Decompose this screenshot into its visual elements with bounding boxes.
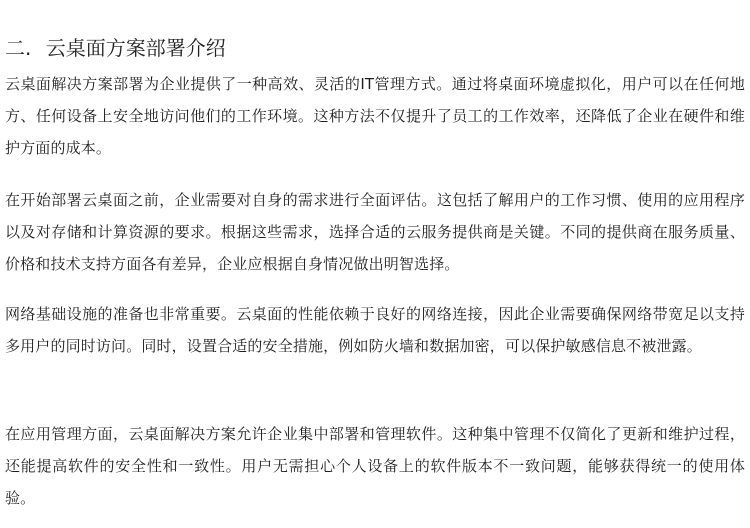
paragraph-intro: 云桌面解决方案部署为企业提供了一种高效、灵活的IT管理方式。通过将桌面环境虚拟化，用户可以在任何地方、任何设备上安全地访问他们的工作环境。这种方法不仅提升了员工的工作效率，还降低了企业在硬件和维护方面的成本。	[5, 75, 745, 157]
paragraph-app-management: 在应用管理方面，云桌面解决方案允许企业集中部署和管理软件。这种集中管理不仅简化了更新和维护过程，还能提高软件的安全性和一致性。用户无需担心个人设备上的软件版本不一致问题，能够获得统一的使用体验。	[5, 425, 745, 507]
paragraph-assessment: 在开始部署云桌面之前，企业需要对自身的需求进行全面评估。这包括了解用户的工作习惯、使用的应用程序以及对存储和计算资源的要求。根据这些需求，选择合适的云服务提供商是关键。不同的提供商在服务质量、价格和技术支持方面各有差异，企业应根据自身情况做出明智选择。	[5, 191, 745, 273]
paragraph-network: 网络基础设施的准备也非常重要。云桌面的性能依赖于良好的网络连接，因此企业需要确保网络带宽足以支持多用户的同时访问。同时，设置合适的安全措施，例如防火墙和数据加密，可以保护敏感信息不被泄露。	[5, 305, 745, 355]
section-number: 二.	[5, 35, 32, 60]
section-title: 云桌面方案部署介绍	[45, 35, 226, 60]
section-heading	[5, 33, 226, 63]
